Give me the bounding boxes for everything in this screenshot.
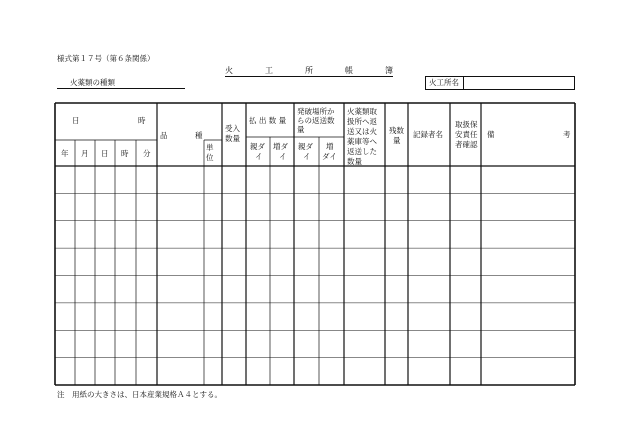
header-recorder: 記録者名 — [413, 130, 443, 139]
header-returned-storage-2: 扱所へ返 — [347, 117, 377, 126]
header-dispensed: 払 出 数 量 — [249, 116, 287, 125]
title-char: 火 — [225, 66, 233, 75]
header-returned-storage-1: 火薬類取 — [347, 107, 377, 116]
header-returned-1: 発破場所か — [297, 107, 335, 116]
header-remaining-2: 量 — [393, 136, 401, 145]
header-unit-2: 位 — [206, 153, 214, 162]
header-month: 月 — [81, 149, 89, 158]
header-returned-3: 量 — [297, 125, 305, 134]
title-char: 簿 — [385, 66, 393, 75]
header-remarks-1: 備 — [487, 130, 495, 139]
explosive-category-label: 火薬類の種類 — [70, 78, 115, 87]
header-received-1: 受入 — [225, 124, 240, 133]
form-number: 様式第１７号（第６条関係） — [57, 54, 155, 63]
header-hour: 時 — [121, 149, 129, 158]
header-returned-main-1: 親ダ — [298, 142, 313, 151]
header-day: 日 — [101, 149, 109, 158]
header-remarks-2: 考 — [563, 130, 571, 139]
title-char: 所 — [305, 66, 313, 75]
header-supervisor-2: 安責任 — [455, 130, 478, 139]
header-item-2: 種 — [195, 131, 203, 140]
header-supervisor-1: 取扱保 — [455, 120, 478, 129]
header-returned-storage-5: 返送した — [347, 147, 377, 156]
title-char: 工 — [265, 66, 273, 75]
title-char: 帳 — [345, 66, 353, 75]
header-remaining-1: 残数 — [389, 126, 404, 135]
header-minute: 分 — [143, 149, 151, 158]
header-date-hour: 時 — [138, 116, 146, 125]
header-item-1: 品 — [160, 131, 168, 140]
header-returned-2: らの返送数 — [297, 116, 335, 125]
header-dispensed-main-1: 親ダ — [250, 142, 265, 151]
header-supervisor-3: 者確認 — [455, 140, 478, 149]
header-dispensed-booster-1: 増ダ — [273, 142, 288, 151]
header-returned-main-2: イ — [303, 152, 311, 161]
header-returned-booster-1: 増 — [326, 142, 334, 151]
header-returned-storage-6: 数量 — [347, 157, 362, 166]
header-year: 年 — [61, 149, 69, 158]
header-returned-storage-3: 送又は火 — [347, 127, 377, 136]
header-returned-booster-2: ダイ — [322, 152, 337, 161]
header-returned-storage-4: 薬庫等へ — [347, 137, 377, 146]
header-received-2: 数量 — [225, 134, 240, 143]
footnote: 注 用紙の大きさは、日本産業規格Ａ４とする。 — [57, 390, 222, 399]
header-dispensed-main-2: イ — [255, 152, 263, 161]
factory-name-label: 火工所名 — [426, 77, 464, 89]
header-dispensed-booster-2: イ — [279, 152, 287, 161]
header-unit-1: 単 — [206, 143, 214, 152]
header-date-day: 日 — [72, 116, 80, 125]
